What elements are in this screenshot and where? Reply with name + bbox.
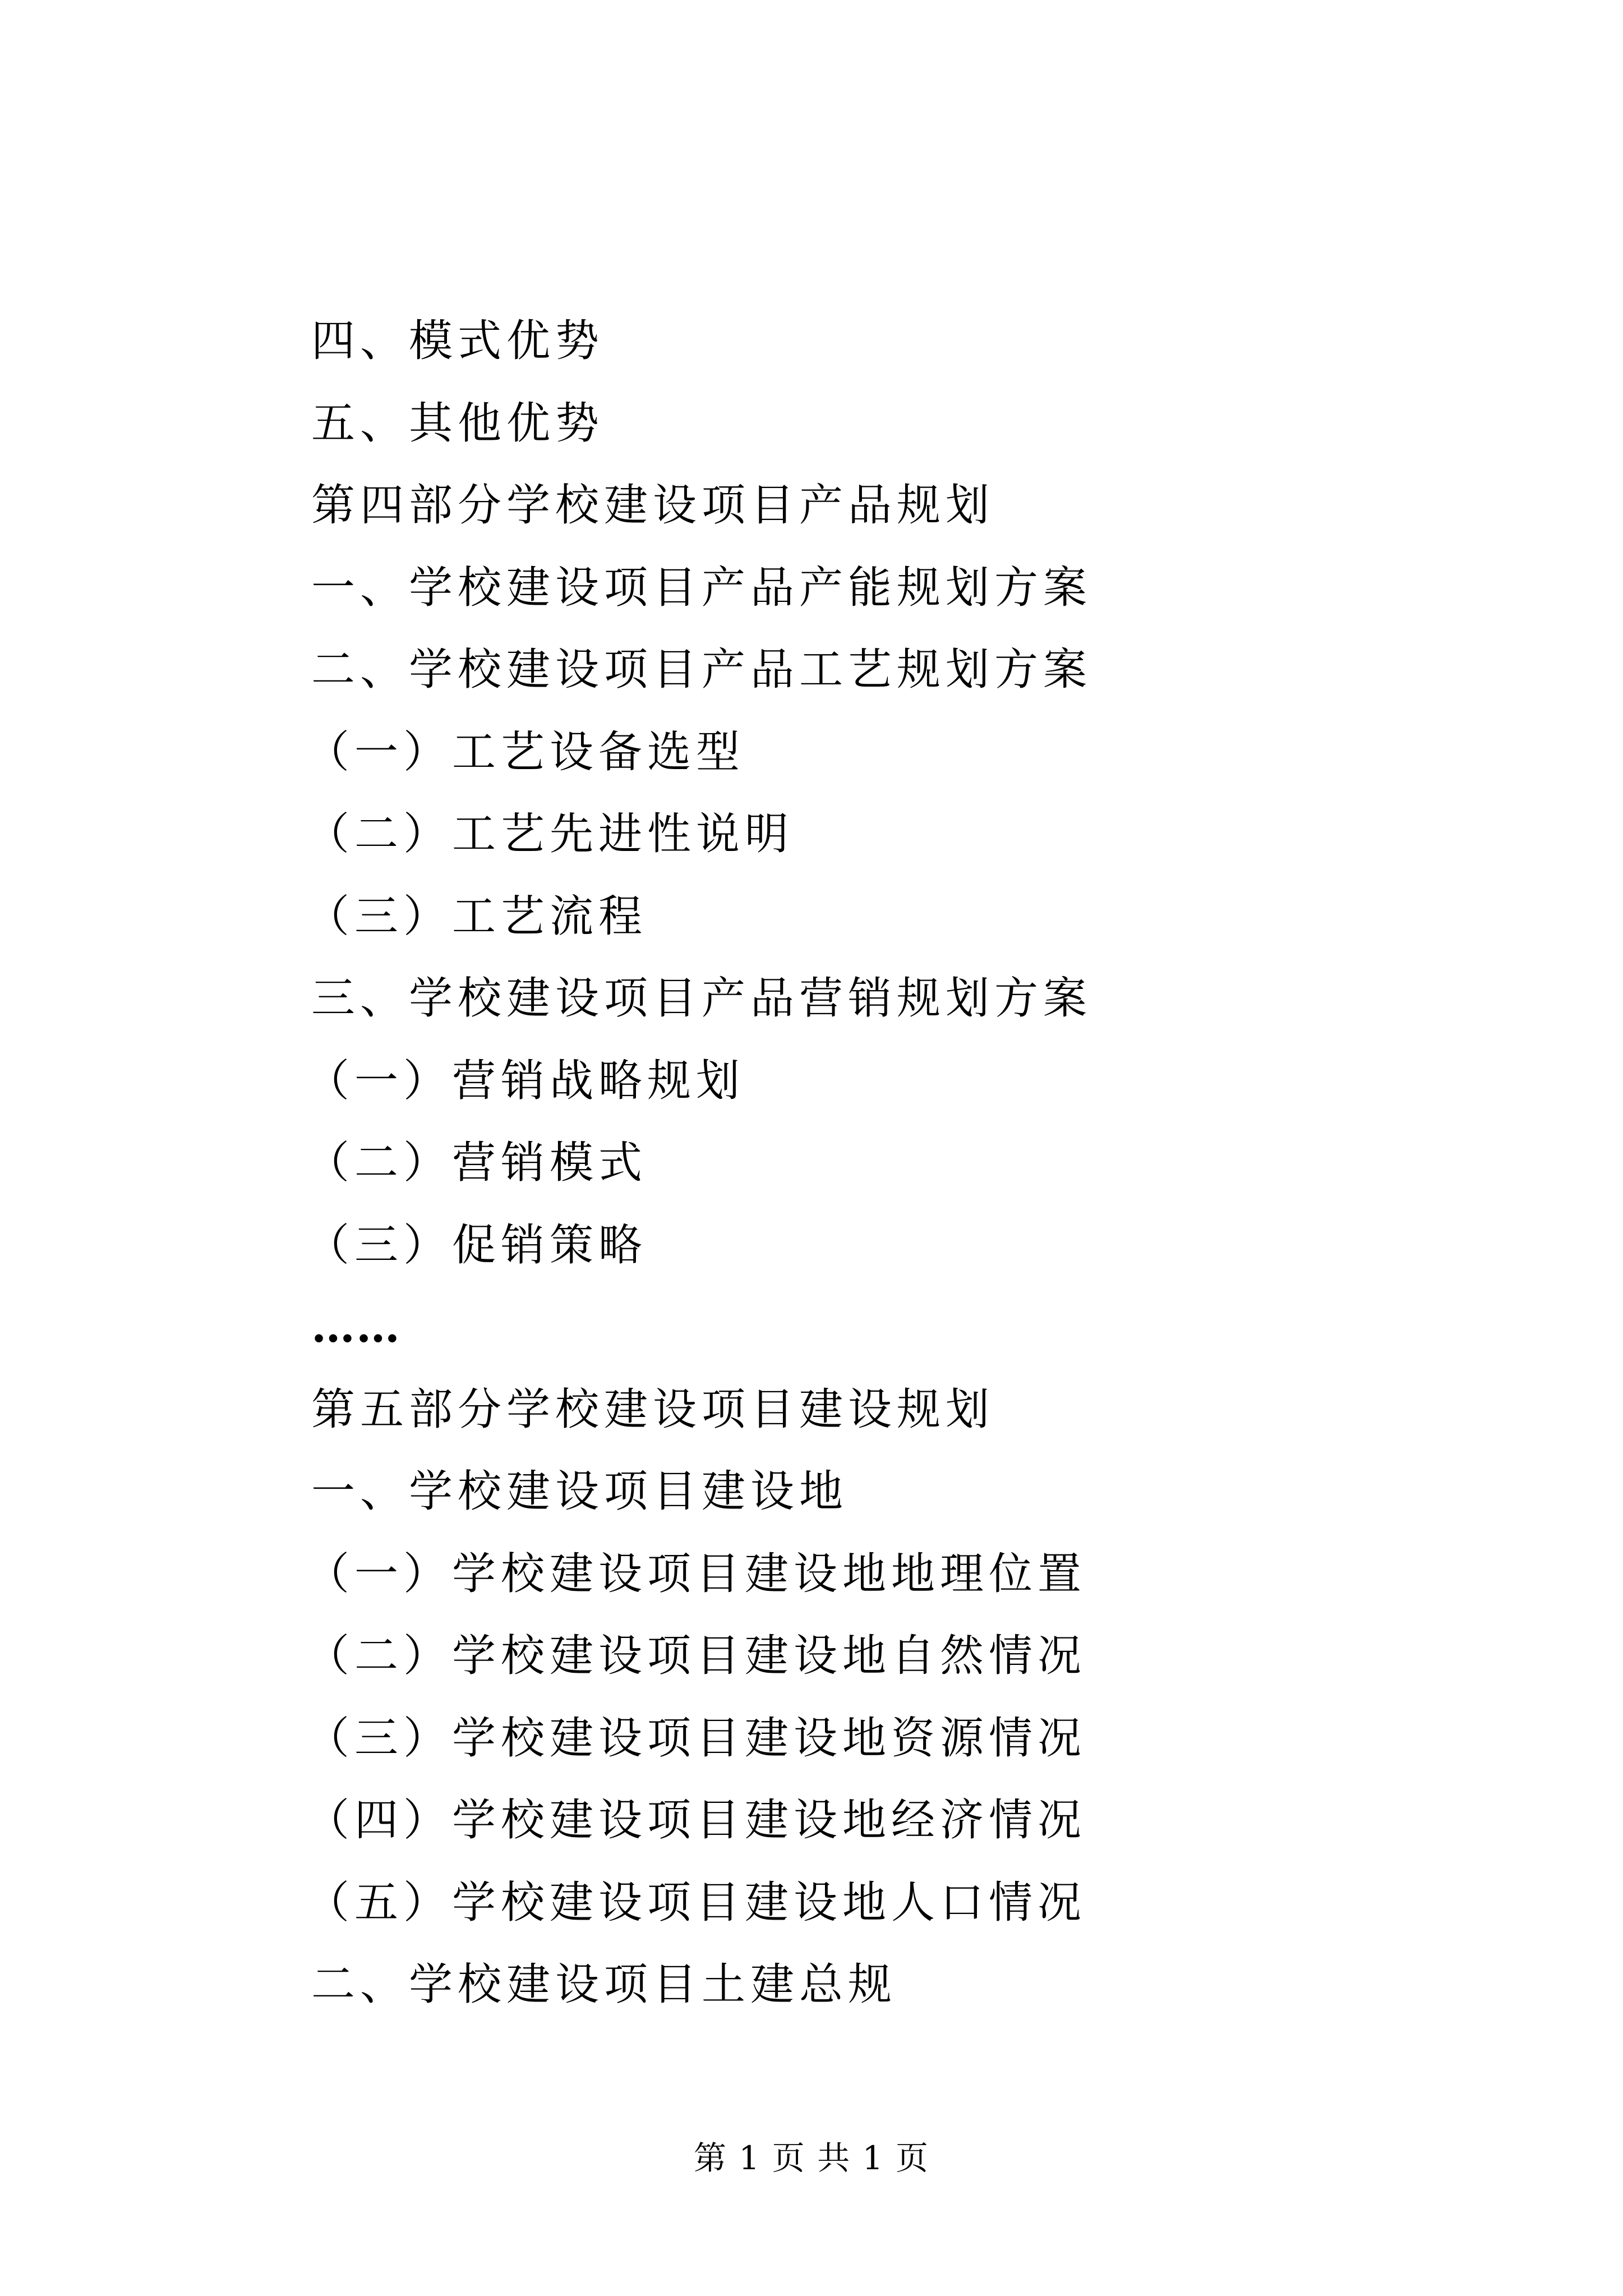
part-heading-5: 第五部分学校建设项目建设规划: [311, 1384, 995, 1435]
subheading-site-nature: （二）学校建设项目建设地自然情况: [306, 1631, 1087, 1681]
subheading-process-flow: （三）工艺流程: [306, 891, 648, 942]
heading-section-4: 四、模式优势: [311, 316, 605, 366]
document-body: [306, 300, 1545, 2026]
heading-marketing-plan: 三、学校建设项目产品营销规划方案: [311, 973, 1092, 1024]
page-footer: [0, 2132, 1623, 2179]
heading-process-plan: 二、学校建设项目产品工艺规划方案: [311, 645, 1092, 695]
subheading-process-advancement: （二）工艺先进性说明: [306, 809, 794, 859]
subheading-equipment-selection: （一）工艺设备选型: [306, 726, 745, 777]
part-heading-4: 第四部分学校建设项目产品规划: [311, 480, 995, 531]
subheading-site-population: （五）学校建设项目建设地人口情况: [306, 1877, 1087, 1928]
heading-construction-site: 一、学校建设项目建设地: [311, 1466, 849, 1517]
heading-capacity-plan: 一、学校建设项目产品产能规划方案: [311, 562, 1092, 613]
subheading-site-economy: （四）学校建设项目建设地经济情况: [306, 1795, 1087, 1846]
ellipsis-marker: ……: [311, 1301, 401, 1352]
subheading-site-resources: （三）学校建设项目建设地资源情况: [306, 1713, 1087, 1764]
heading-civil-planning: 二、学校建设项目土建总规: [311, 1959, 897, 2010]
subheading-site-location: （一）学校建设项目建设地地理位置: [306, 1548, 1087, 1599]
page-number-label: 第 1 页 共 1 页: [694, 2139, 929, 2177]
subheading-promotion-strategy: （三）促销策略: [306, 1220, 648, 1271]
heading-section-5: 五、其他优势: [311, 398, 605, 449]
subheading-marketing-model: （二）营销模式: [306, 1138, 648, 1188]
subheading-marketing-strategy: （一）营销战略规划: [306, 1055, 745, 1106]
